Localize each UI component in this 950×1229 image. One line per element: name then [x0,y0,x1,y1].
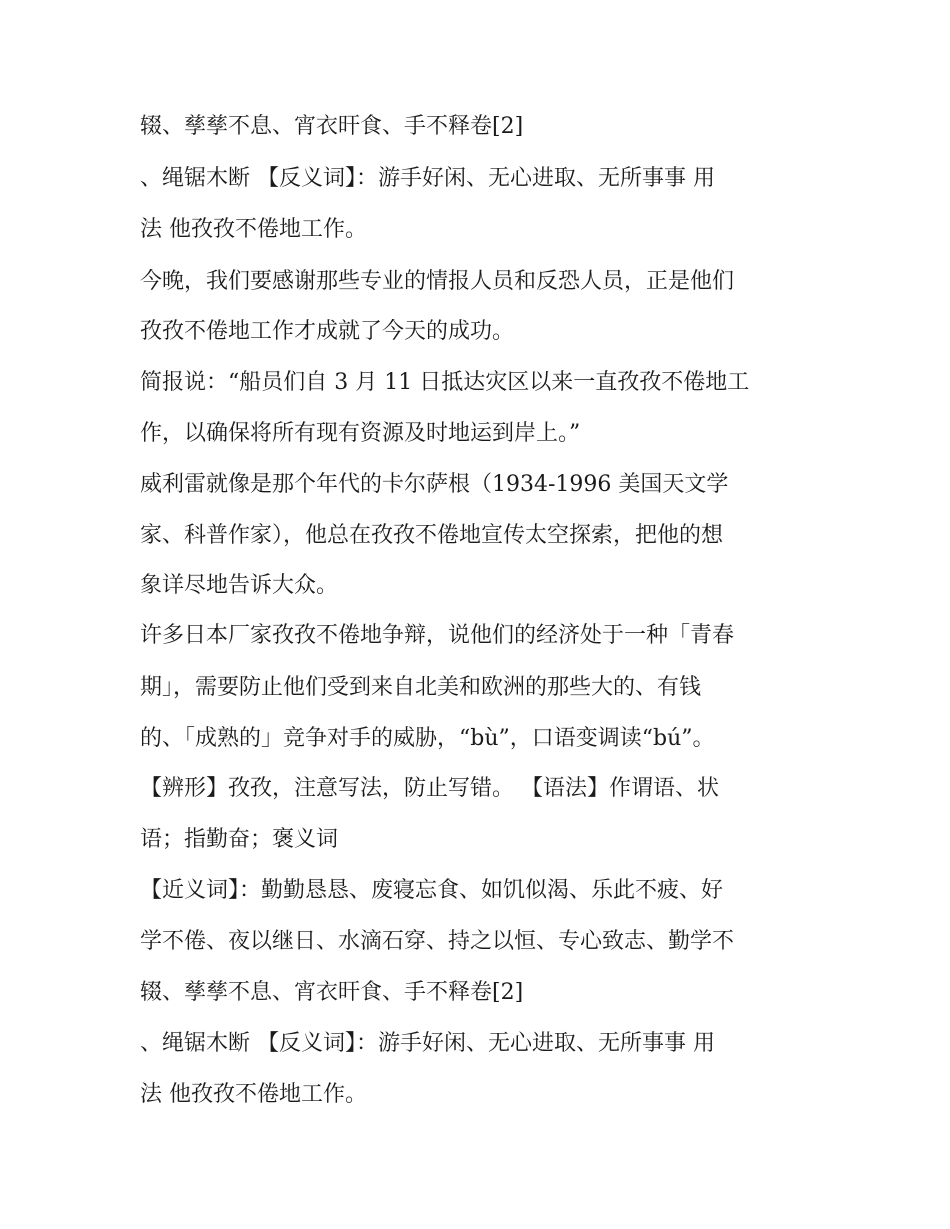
text-line: 【近义词】：勤勤恳恳、废寝忘食、如饥似渴、乐此不疲、好 [140,878,724,903]
text-line: 作，以确保将所有现有资源及时地运到岸上。” [140,421,581,446]
text-line: 的、「成熟的」竞争对手的威胁，“bù”，口语变调读“bú”。 [140,726,715,751]
text-line: 学不倦、夜以继日、水滴石穿、持之以恒、专心致志、勤学不 [140,929,735,954]
text-line: 威利雷就像是那个年代的卡尔萨根（1934-1996 美国天文学 [140,472,729,497]
text-line: 许多日本厂家孜孜不倦地争辩，说他们的经济处于一种「青春 [140,623,735,648]
text-line: 期」，需要防止他们受到来自北美和欧洲的那些大的、有钱 [140,675,702,700]
text-line: 法 他孜孜不倦地工作。 [140,217,367,242]
text-line: 【辨形】孜孜，注意写法，防止写错。 【语法】作谓语、状 [140,776,719,801]
text-line: 孜孜不倦地工作才成就了今天的成功。 [140,319,515,344]
text-line: 法 他孜孜不倦地工作。 [140,1082,367,1107]
text-line: 简报说：“船员们自 3 月 11 日抵达灾区以来一直孜孜不倦地工 [140,370,750,395]
text-line: 、绳锯木断 【反义词】：游手好闲、无心进取、无所事事 用 [140,166,715,191]
text-line: 语；指勤奋；褒义词 [140,827,339,852]
text-line: 家、科普作家），他总在孜孜不倦地宣传太空探索，把他的想 [140,523,724,548]
text-line: 象详尽地告诉大众。 [140,573,339,598]
text-line: 、绳锯木断 【反义词】：游手好闲、无心进取、无所事事 用 [140,1031,715,1056]
text-line: 辍、孳孳不息、宵衣旰食、手不释卷[2] [140,114,524,139]
text-line: 今晚，我们要感谢那些专业的情报人员和反恐人员，正是他们 [140,269,735,294]
text-line: 辍、孳孳不息、宵衣旰食、手不释卷[2] [140,980,524,1005]
